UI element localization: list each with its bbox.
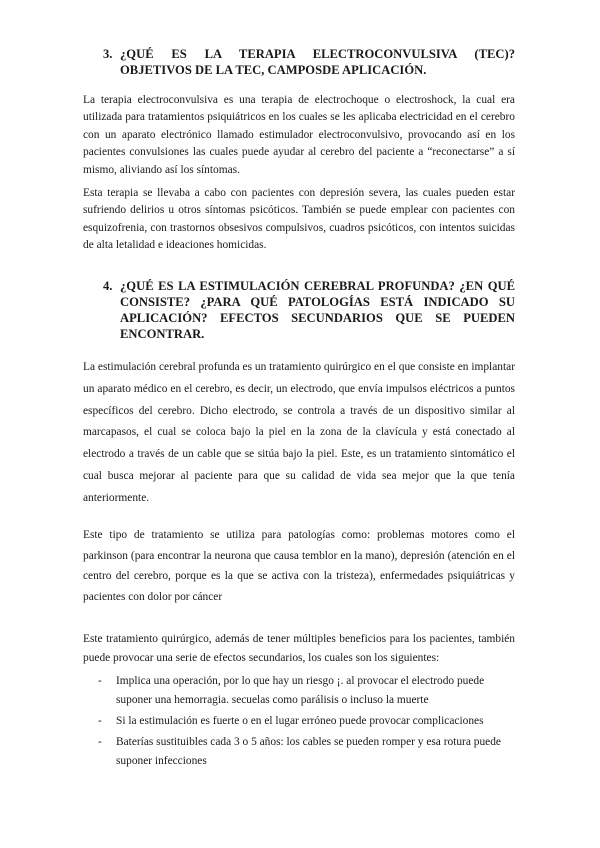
list-item-text: Si la estimulación es fuerte o en el lugar erróneo puede provocar complicaciones xyxy=(116,715,484,727)
paragraph-ecp-side-effects-intro: Este tratamiento quirúrgico, además de tener múltiples beneficios para los pacientes, también puede provocar una serie de efectos secundarios, los cuales son los siguientes: xyxy=(83,633,515,664)
section-4-heading xyxy=(103,278,515,342)
list-item xyxy=(98,712,518,731)
list-item-text: Implica una operación, por lo que hay un riesgo ¡. al provocar el electrodo puede suponer una hemorragia. secuelas como parálisis o incluso la muerte xyxy=(116,675,485,706)
list-item xyxy=(98,733,518,771)
list-bullet: - xyxy=(98,715,102,727)
paragraph-ecp-definition: La estimulación cerebral profunda es un tratamiento quirúrgico en el que consiste en implantar un aparato médico en el cerebro, es decir, un electrodo, que envía impulsos eléctricos a puntos específicos del cerebro. Dicho electrodo, se controla a través de un dispositivo similar al marcapasos, el cual se coloca bajo la piel en la zona de la clavícula y está conectado al electrodo a través de un cable que se sitúa bajo la piel. Este, es un tratamiento sintomático el cual busca mejorar al paciente para que su calidad de vida sea mejor que la que tenía anteriormente. xyxy=(83,361,515,504)
section-3-title: ¿QUÉ ES LA TERAPIA ELECTROCONVULSIVA (TEC)? OBJETIVOS DE LA TEC, CAMPOSDE APLICACIÓN. xyxy=(120,47,515,77)
paragraph-tec-definition: La terapia electroconvulsiva es una terapia de electrochoque o electroshock, la cual era utilizada para tratamientos psiquiátricos en los cuales se les aplicaba electricidad en el cerebro con un aparato electrónico llamado estimulador electroconvulsivo, provocando así en los pacientes convulsiones las cuales puede ayudar al cerebro del paciente a “reconectarse” a sí mismo, aliviando así los síntomas. xyxy=(83,94,515,176)
paragraph-ecp-pathologies: Este tipo de tratamiento se utiliza para patologías como: problemas motores como el parkinson (para encontrar la neurona que causa temblor en la mano), depresión (atención en el centro del cerebro, porque es la que se activa con la tristeza), enfermedades psiquiátricas y pacientes con dolor por cáncer xyxy=(83,529,515,603)
paragraph-tec-applications: Esta terapia se llevaba a cabo con pacientes con depresión severa, las cuales pueden estar sufriendo delirios u otros síntomas psicóticos. También se puede emplear con pacientes con esquizofrenia, con trastornos obsesivos compulsivos, cuadros psicóticos, con intentos suicidas de alta letalidad e ideaciones homicidas. xyxy=(83,187,515,252)
side-effects-list xyxy=(98,672,518,773)
section-3-heading xyxy=(103,46,515,78)
section-3-number: 3. xyxy=(103,47,113,61)
section-4-number: 4. xyxy=(103,279,113,293)
list-bullet: - xyxy=(98,675,102,687)
list-item-text: Baterías sustituibles cada 3 o 5 años: los cables se pueden romper y esa rotura puede suponer infecciones xyxy=(116,736,501,767)
list-bullet: - xyxy=(98,736,102,748)
list-item xyxy=(98,672,518,710)
section-4-title: ¿QUÉ ES LA ESTIMULACIÓN CEREBRAL PROFUNDA? ¿EN QUÉ CONSISTE? ¿PARA QUÉ PATOLOGÍAS ESTÁ INDICADO SU APLICACIÓN? EFECTOS SECUNDARIOS QUE SE PUEDEN ENCONTRAR. xyxy=(120,279,515,341)
